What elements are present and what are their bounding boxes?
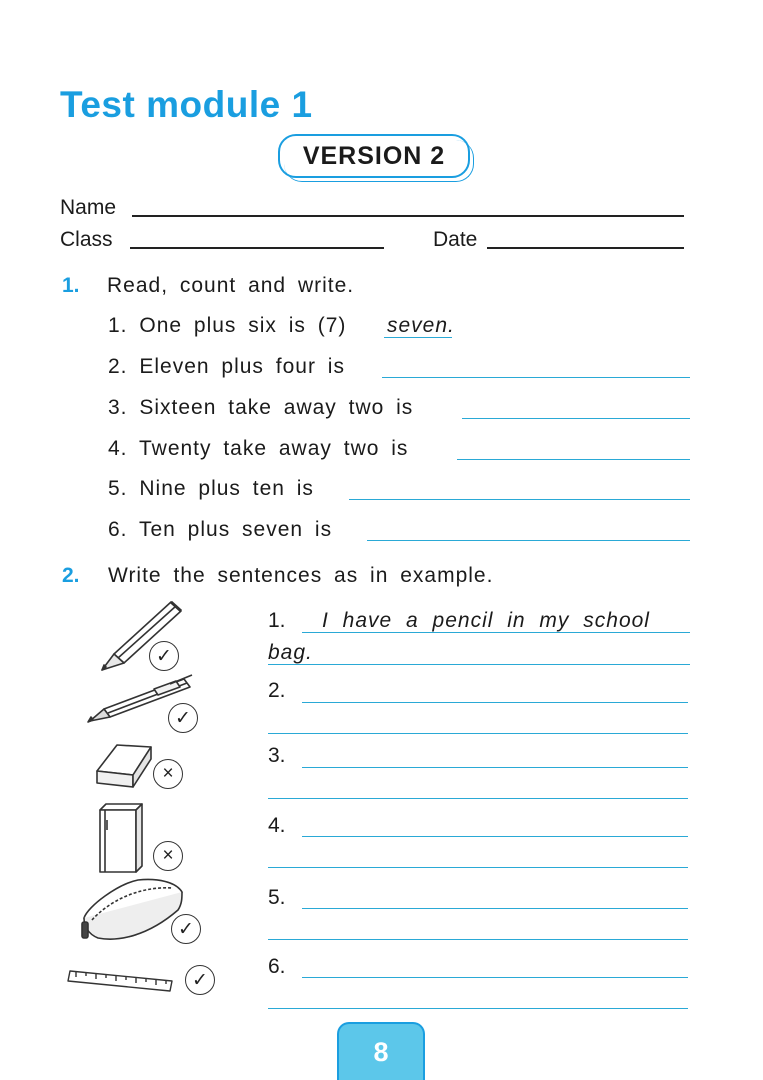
pencil-case-icon <box>78 876 184 944</box>
item-text: Eleven plus four is <box>139 355 345 378</box>
task2-answer-line-4a[interactable] <box>302 836 688 837</box>
item-text: Twenty take away two is <box>138 437 409 460</box>
task2-example-line-2: bag. <box>268 641 313 664</box>
pen-check-mark: ✓ <box>168 703 198 733</box>
task2-answer-line-5b[interactable] <box>268 939 688 940</box>
task1-answer-line-6[interactable] <box>367 540 690 541</box>
task2-answer-line-1a <box>302 632 690 633</box>
ruler-check-mark: ✓ <box>185 965 215 995</box>
class-blank[interactable] <box>130 247 384 249</box>
task1-number: 1. <box>62 274 80 297</box>
date-blank[interactable] <box>487 247 684 249</box>
item-number: 4. <box>108 437 128 460</box>
task2-answer-line-2a[interactable] <box>302 702 688 703</box>
task1-answer-line-3[interactable] <box>462 418 690 419</box>
task2-line-number-3: 3. <box>268 744 286 767</box>
task2-example-line-1: I have a pencil in my school <box>322 609 650 632</box>
task1-answer-line-2[interactable] <box>382 377 690 378</box>
item-number: 2. <box>108 355 128 378</box>
page-title: Test module 1 <box>60 84 313 125</box>
eraser-cross-mark: × <box>153 759 183 789</box>
name-blank[interactable] <box>132 215 684 217</box>
item-number: 5. <box>108 477 128 500</box>
task2-line-number-4: 4. <box>268 814 286 837</box>
task2-line-number-1: 1. <box>268 609 286 632</box>
eraser-icon <box>93 741 155 791</box>
task2-answer-line-5a[interactable] <box>302 908 688 909</box>
task2-number: 2. <box>62 564 80 587</box>
task2-answer-line-1b <box>268 664 690 665</box>
version-badge: VERSION 2 <box>278 134 470 178</box>
task1-example-answer: seven. <box>387 314 455 337</box>
task1-item-1 <box>108 314 346 338</box>
task2-instruction: Write the sentences as in example. <box>108 564 494 587</box>
item-text: One plus six is (7) <box>139 314 347 337</box>
date-label: Date <box>433 228 478 251</box>
item-text: Ten plus seven is <box>138 518 333 541</box>
task2-answer-line-6a[interactable] <box>302 977 688 978</box>
task2-answer-line-4b[interactable] <box>268 867 688 868</box>
task1-answer-line-5[interactable] <box>349 499 690 500</box>
item-text: Nine plus ten is <box>139 477 314 500</box>
task1-item-4 <box>108 437 408 461</box>
task1-item-5 <box>108 477 314 501</box>
item-text: Sixteen take away two is <box>139 396 414 419</box>
class-label: Class <box>60 228 113 251</box>
task2-line-number-2: 2. <box>268 679 286 702</box>
task1-item-6 <box>108 518 332 542</box>
pencil-check-mark: ✓ <box>149 641 179 671</box>
item-number: 1. <box>108 314 128 337</box>
pencil-case-check-mark: ✓ <box>171 914 201 944</box>
task1-item-2 <box>108 355 345 379</box>
task1-instruction: Read, count and write. <box>107 274 355 297</box>
task1-item-3 <box>108 396 413 420</box>
task1-answer-line-4[interactable] <box>457 459 690 460</box>
item-number: 3. <box>108 396 128 419</box>
task2-answer-line-3b[interactable] <box>268 798 688 799</box>
item-number: 6. <box>108 518 128 541</box>
task2-answer-line-2b[interactable] <box>268 733 688 734</box>
page-number: 8 <box>337 1022 425 1080</box>
book-cross-mark: × <box>153 841 183 871</box>
book-icon <box>96 800 148 876</box>
task2-answer-line-3a[interactable] <box>302 767 688 768</box>
task1-answer-line-1 <box>384 337 452 338</box>
task2-line-number-5: 5. <box>268 886 286 909</box>
task2-line-number-6: 6. <box>268 955 286 978</box>
name-label: Name <box>60 196 117 219</box>
task2-answer-line-6b[interactable] <box>268 1008 688 1009</box>
ruler-icon <box>66 961 176 995</box>
